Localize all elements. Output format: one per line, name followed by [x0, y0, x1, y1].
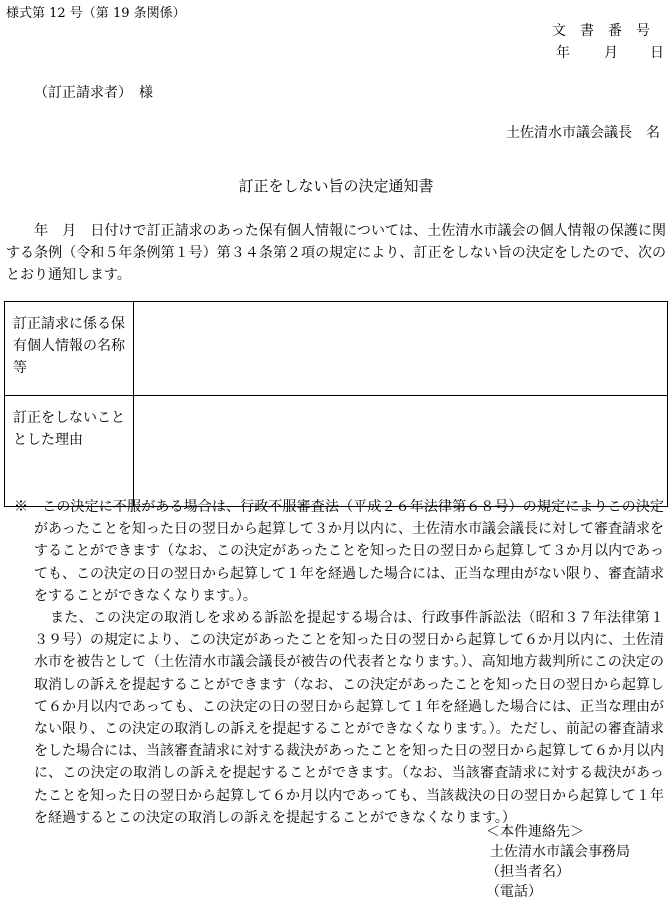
notes-section	[14, 496, 664, 829]
date-day-label: 日	[650, 45, 664, 61]
note-appeal	[14, 496, 664, 607]
sender: 土佐清水市議会議長 名	[506, 125, 660, 141]
table-row	[5, 302, 668, 396]
date-year-label: 年	[556, 45, 570, 61]
row-label-info-name: 訂正請求に係る保有個人情報の名称等	[5, 302, 134, 396]
note-mark: ※	[14, 499, 29, 515]
row-value-reason	[134, 396, 668, 507]
document-date	[556, 42, 664, 62]
addressee: （訂正請求者） 様	[34, 85, 153, 101]
contact-heading: ＜本件連絡先＞	[486, 824, 584, 840]
contact-office: 土佐清水市議会事務局	[490, 844, 630, 860]
form-number: 様式第 12 号（第 19 条関係）	[6, 6, 186, 21]
note-lawsuit: また、この決定の取消しを求める訴訟を提起する場合は、行政事件訴訟法（昭和３７年法律第１３９号）の規定により、この決定があったことを知った日の翌日から起算して６か月以内に、土佐清水市を被告として（土佐清水市議会議長が被告の代表者となります。）、高知地方裁判所にこの決定の取消しの訴えを提起することができます（なお、この決定があったことを知った日の翌日から起算して６か月以内であっても、この決定の日の翌日から起算して１年を経過した場合には、正当な理由がない限り、この決定の取消しの訴えを提起することができなくなります。）。ただし、前記の審査請求をした場合には、当該審査請求に対する裁決があったことを知った日の翌日から起算して６か月以内に、この決定の取消しの訴えを提起することができます。（なお、当該審査請求に対する裁決があったことを知った日の翌日から起算して６か月以内であっても、当該裁決の日の翌日から起算して１年を経過するとこの決定の取消しの訴えを提起することができなくなります。）	[34, 610, 664, 826]
body-paragraph: 年 月 日付けで訂正請求のあった保有個人情報については、土佐清水市議会の個人情報の保護に関する条例（令和５年条例第１号）第３４条第２項の規定により、訂正をしない旨の決定をしたので、次のとおり通知します。	[6, 223, 666, 283]
info-table	[4, 301, 668, 507]
row-value-info-name	[134, 302, 668, 396]
contact-block	[486, 822, 630, 902]
table-row	[5, 396, 668, 507]
document-number-label: 文書番号	[552, 23, 664, 39]
date-month-label: 月	[604, 45, 618, 61]
contact-phone: （電話）	[486, 884, 542, 900]
row-label-reason: 訂正をしないこととした理由	[5, 396, 134, 507]
contact-person: （担当者名）	[486, 864, 570, 880]
document-title: 訂正をしない旨の決定通知書	[238, 177, 434, 195]
note-appeal-text: この決定に不服がある場合は、行政不服審査法（平成２６年法律第６８号）の規定によりこの決定があったことを知った日の翌日から起算して３か月以内に、土佐清水市議会議長に対して審査請求をすることができます（なお、この決定があったことを知った日の翌日から起算して３か月以内であっても、この決定の日の翌日から起算して１年を経過した場合には、正当な理由がない限り、審査請求をすることができなくなります。）。	[28, 499, 665, 604]
